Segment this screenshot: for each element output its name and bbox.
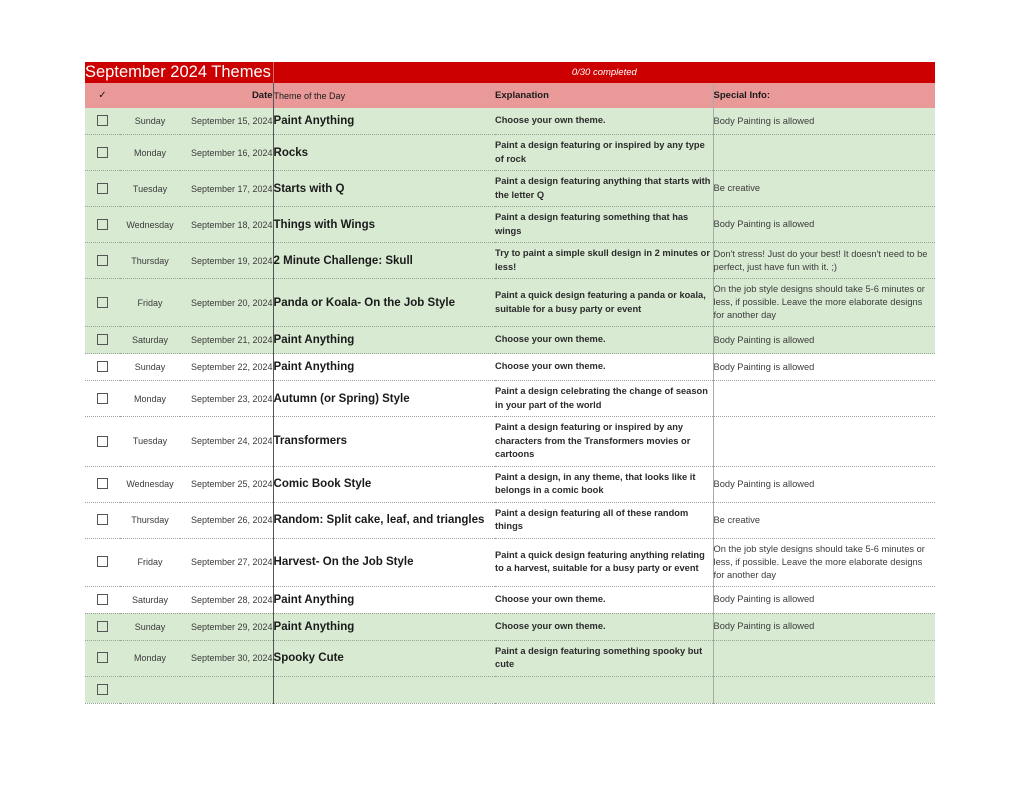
- row-explanation: Paint a design featuring or inspired by any type of rock: [495, 135, 713, 171]
- row-explanation: Paint a design featuring all of these random things: [495, 502, 713, 538]
- table-body: [85, 108, 935, 703]
- row-explanation: Try to paint a simple skull design in 2 minutes or less!: [495, 243, 713, 279]
- checkbox-icon[interactable]: [97, 436, 108, 447]
- row-special-info: Don't stress! Just do your best! It doesn't need to be perfect, just have fun with it. ;): [713, 243, 935, 279]
- row-theme: Transformers: [273, 417, 495, 467]
- row-day: Monday: [120, 135, 180, 171]
- row-special-info: Be creative: [713, 171, 935, 207]
- row-checkbox-cell[interactable]: [85, 640, 120, 676]
- row-date: September 17, 2024: [180, 171, 273, 207]
- row-theme: Paint Anything: [273, 613, 495, 640]
- checkbox-icon[interactable]: [97, 621, 108, 632]
- row-date: September 30, 2024: [180, 640, 273, 676]
- table-row: [85, 640, 935, 676]
- row-date: September 15, 2024: [180, 108, 273, 135]
- checkbox-icon[interactable]: [97, 556, 108, 567]
- row-special-info: Body Painting is allowed: [713, 108, 935, 135]
- row-theme: Spooky Cute: [273, 640, 495, 676]
- row-checkbox-cell[interactable]: [85, 676, 120, 703]
- row-day: Tuesday: [120, 171, 180, 207]
- row-theme: Paint Anything: [273, 354, 495, 381]
- checkbox-icon[interactable]: [97, 255, 108, 266]
- row-checkbox-cell[interactable]: [85, 586, 120, 613]
- checkbox-icon[interactable]: [97, 334, 108, 345]
- checkbox-icon[interactable]: [97, 183, 108, 194]
- row-theme: Paint Anything: [273, 327, 495, 354]
- table-row: [85, 417, 935, 467]
- checkbox-icon[interactable]: [97, 393, 108, 404]
- row-special-info: Body Painting is allowed: [713, 327, 935, 354]
- checkbox-icon[interactable]: [97, 219, 108, 230]
- header-date: Date: [251, 90, 273, 101]
- row-explanation: Choose your own theme.: [495, 327, 713, 354]
- row-date: September 25, 2024: [180, 466, 273, 502]
- row-checkbox-cell[interactable]: [85, 381, 120, 417]
- row-special-info: Body Painting is allowed: [713, 466, 935, 502]
- row-date: September 23, 2024: [180, 381, 273, 417]
- row-special-info: Body Painting is allowed: [713, 354, 935, 381]
- checkbox-icon[interactable]: [97, 147, 108, 158]
- table-row: [85, 502, 935, 538]
- checkbox-icon[interactable]: [97, 297, 108, 308]
- row-checkbox-cell[interactable]: [85, 327, 120, 354]
- row-theme: [273, 676, 495, 703]
- checkbox-icon[interactable]: [97, 361, 108, 372]
- row-checkbox-cell[interactable]: [85, 538, 120, 586]
- row-date: September 26, 2024: [180, 502, 273, 538]
- row-special-info: On the job style designs should take 5-6 minutes or less, if possible. Leave the more elaborate designs for another day: [713, 538, 935, 586]
- row-date: September 22, 2024: [180, 354, 273, 381]
- table-row: [85, 243, 935, 279]
- row-theme: Panda or Koala- On the Job Style: [273, 279, 495, 327]
- themes-sheet: [85, 62, 935, 704]
- row-date: [180, 676, 273, 703]
- row-theme: Rocks: [273, 135, 495, 171]
- row-checkbox-cell[interactable]: [85, 243, 120, 279]
- table-row: [85, 354, 935, 381]
- row-checkbox-cell[interactable]: [85, 108, 120, 135]
- row-special-info: Body Painting is allowed: [713, 586, 935, 613]
- row-theme: Starts with Q: [273, 171, 495, 207]
- row-date: September 21, 2024: [180, 327, 273, 354]
- row-day: Sunday: [120, 108, 180, 135]
- row-day: Monday: [120, 381, 180, 417]
- column-header-row: [85, 83, 935, 108]
- row-day: Wednesday: [120, 466, 180, 502]
- row-checkbox-cell[interactable]: [85, 279, 120, 327]
- row-special-info: [713, 676, 935, 703]
- row-special-info: [713, 381, 935, 417]
- row-day: [120, 676, 180, 703]
- header-check-icon: ✓: [98, 90, 107, 101]
- row-theme: Random: Split cake, leaf, and triangles: [273, 502, 495, 538]
- row-explanation: Paint a design featuring something spooky but cute: [495, 640, 713, 676]
- row-checkbox-cell[interactable]: [85, 354, 120, 381]
- row-special-info: Be creative: [713, 502, 935, 538]
- row-day: Saturday: [120, 327, 180, 354]
- table-row: [85, 613, 935, 640]
- table-row: [85, 586, 935, 613]
- row-day: Friday: [120, 538, 180, 586]
- table-row: [85, 279, 935, 327]
- row-explanation: Choose your own theme.: [495, 613, 713, 640]
- checkbox-icon[interactable]: [97, 594, 108, 605]
- row-day: Monday: [120, 640, 180, 676]
- checkbox-icon[interactable]: [97, 652, 108, 663]
- row-explanation: Paint a design, in any theme, that looks like it belongs in a comic book: [495, 466, 713, 502]
- row-date: September 28, 2024: [180, 586, 273, 613]
- row-day: Thursday: [120, 243, 180, 279]
- row-explanation: Choose your own theme.: [495, 354, 713, 381]
- row-special-info: [713, 135, 935, 171]
- row-special-info: On the job style designs should take 5-6 minutes or less, if possible. Leave the more elaborate designs for another day: [713, 279, 935, 327]
- row-explanation: Paint a design featuring or inspired by any characters from the Transformers movies or cartoons: [495, 417, 713, 467]
- row-special-info: Body Painting is allowed: [713, 207, 935, 243]
- row-special-info: [713, 417, 935, 467]
- row-date: September 19, 2024: [180, 243, 273, 279]
- row-date: September 16, 2024: [180, 135, 273, 171]
- table-row: [85, 207, 935, 243]
- checkbox-icon[interactable]: [97, 514, 108, 525]
- header-theme: Theme of the Day: [273, 83, 495, 108]
- row-explanation: Paint a design celebrating the change of season in your part of the world: [495, 381, 713, 417]
- row-theme: Autumn (or Spring) Style: [273, 381, 495, 417]
- table-row: [85, 327, 935, 354]
- row-day: Saturday: [120, 586, 180, 613]
- table-row: [85, 466, 935, 502]
- row-date: September 20, 2024: [180, 279, 273, 327]
- row-explanation: Paint a quick design featuring a panda or koala, suitable for a busy party or event: [495, 279, 713, 327]
- row-explanation: Choose your own theme.: [495, 586, 713, 613]
- row-checkbox-cell[interactable]: [85, 171, 120, 207]
- checkbox-icon[interactable]: [97, 115, 108, 126]
- banner-row: [85, 62, 935, 83]
- header-explanation: Explanation: [495, 90, 549, 101]
- row-date: September 18, 2024: [180, 207, 273, 243]
- page-title: September 2024 Themes: [85, 62, 273, 83]
- header-special-info: Special Info:: [713, 83, 935, 108]
- row-date: September 29, 2024: [180, 613, 273, 640]
- themes-table: [85, 62, 935, 704]
- header-day: [120, 83, 180, 108]
- row-theme: Things with Wings: [273, 207, 495, 243]
- table-row: [85, 171, 935, 207]
- row-theme: Comic Book Style: [273, 466, 495, 502]
- row-checkbox-cell[interactable]: [85, 135, 120, 171]
- row-theme: Paint Anything: [273, 108, 495, 135]
- row-day: Sunday: [120, 613, 180, 640]
- row-checkbox-cell[interactable]: [85, 613, 120, 640]
- row-explanation: Paint a quick design featuring anything relating to a harvest, suitable for a busy party or event: [495, 538, 713, 586]
- row-theme: 2 Minute Challenge: Skull: [273, 243, 495, 279]
- row-special-info: Body Painting is allowed: [713, 613, 935, 640]
- row-checkbox-cell[interactable]: [85, 207, 120, 243]
- table-row: [85, 676, 935, 703]
- table-row: [85, 135, 935, 171]
- progress-status: 0/30 completed: [273, 62, 935, 83]
- row-checkbox-cell[interactable]: [85, 417, 120, 467]
- checkbox-icon[interactable]: [97, 478, 108, 489]
- row-day: Friday: [120, 279, 180, 327]
- row-special-info: [713, 640, 935, 676]
- row-explanation: [495, 676, 713, 703]
- row-day: Tuesday: [120, 417, 180, 467]
- row-theme: Harvest- On the Job Style: [273, 538, 495, 586]
- row-explanation: Paint a design featuring something that has wings: [495, 207, 713, 243]
- row-checkbox-cell[interactable]: [85, 466, 120, 502]
- table-row: [85, 381, 935, 417]
- row-theme: Paint Anything: [273, 586, 495, 613]
- row-day: Sunday: [120, 354, 180, 381]
- row-day: Thursday: [120, 502, 180, 538]
- row-explanation: Choose your own theme.: [495, 108, 713, 135]
- table-row: [85, 108, 935, 135]
- table-row: [85, 538, 935, 586]
- row-date: September 24, 2024: [180, 417, 273, 467]
- row-checkbox-cell[interactable]: [85, 502, 120, 538]
- row-day: Wednesday: [120, 207, 180, 243]
- checkbox-icon[interactable]: [97, 684, 108, 695]
- row-explanation: Paint a design featuring anything that starts with the letter Q: [495, 171, 713, 207]
- row-date: September 27, 2024: [180, 538, 273, 586]
